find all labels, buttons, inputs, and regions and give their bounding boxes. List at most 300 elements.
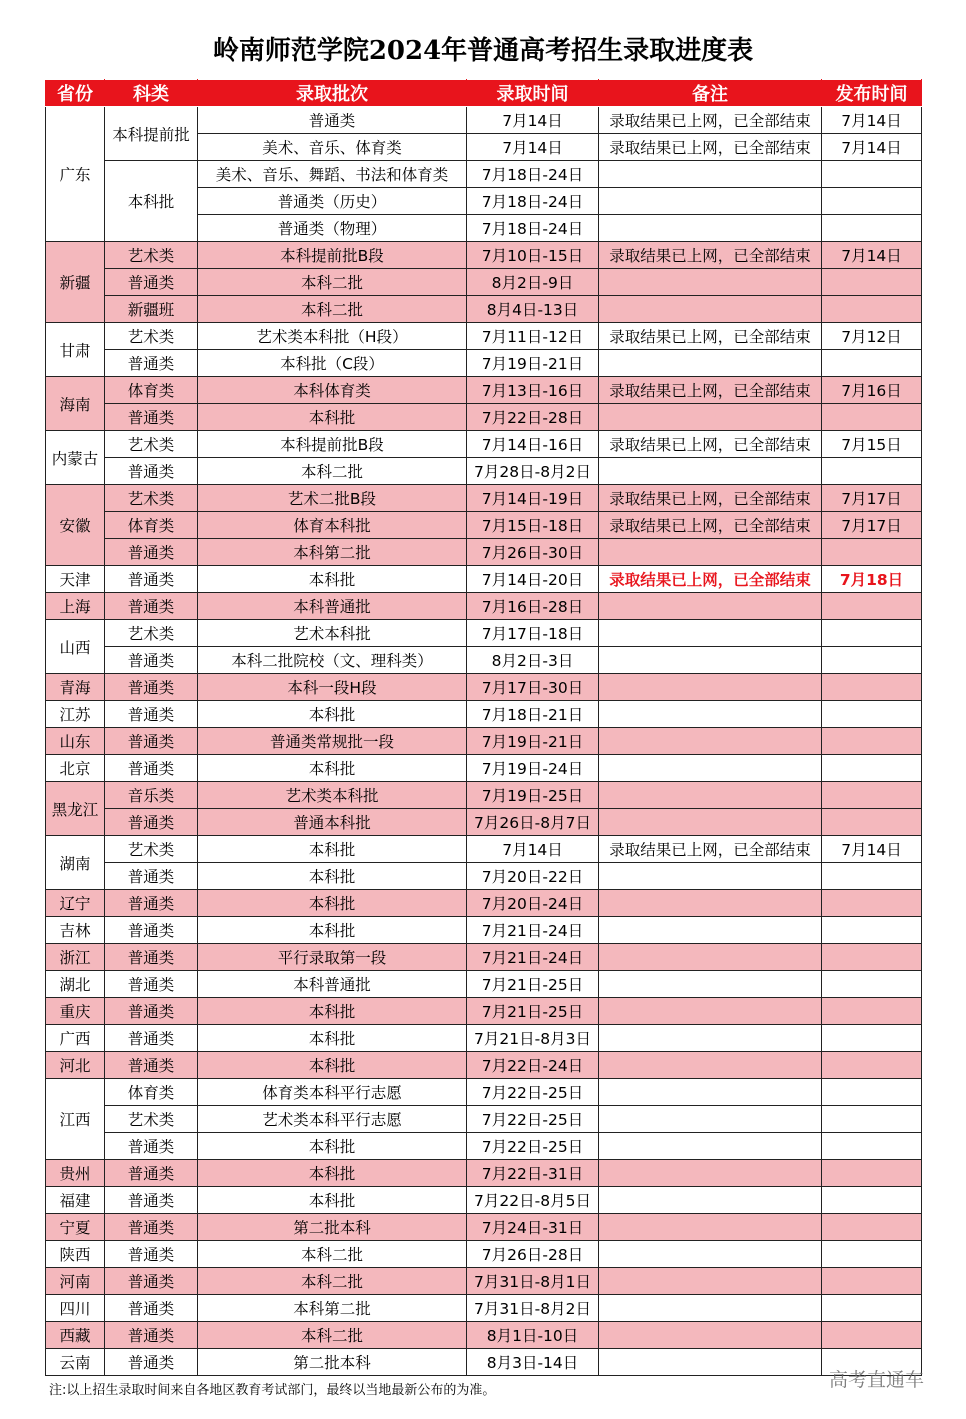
cell-province: 安徽 <box>46 485 105 566</box>
cell-province: 上海 <box>46 593 105 620</box>
cell-batch: 本科批 <box>198 998 467 1025</box>
cell-province: 黑龙江 <box>46 782 105 836</box>
table-row <box>46 431 922 458</box>
table-row <box>46 242 922 269</box>
cell-batch: 本科普通批 <box>198 971 467 998</box>
cell-category: 普通类 <box>105 1322 198 1349</box>
cell-remarks <box>599 269 822 296</box>
cell-publish-date <box>822 593 922 620</box>
table-row <box>46 1133 922 1160</box>
cell-category: 艺术类 <box>105 485 198 512</box>
cell-batch: 艺术二批B段 <box>198 485 467 512</box>
cell-category: 普通类 <box>105 1214 198 1241</box>
cell-publish-date <box>822 755 922 782</box>
cell-province: 河南 <box>46 1268 105 1295</box>
cell-publish-date <box>822 863 922 890</box>
cell-category: 普通类 <box>105 458 198 485</box>
cell-province: 海南 <box>46 377 105 431</box>
table-row <box>46 593 922 620</box>
cell-remarks <box>599 1079 822 1106</box>
header-province: 省份 <box>46 80 105 107</box>
watermark: 高考直通车 <box>829 1369 925 1391</box>
cell-category: 普通类 <box>105 755 198 782</box>
cell-category: 普通类 <box>105 809 198 836</box>
cell-publish-date <box>822 404 922 431</box>
cell-remarks <box>599 1295 822 1322</box>
cell-admission-time: 7月21日-25日 <box>467 998 599 1025</box>
cell-publish-date <box>822 944 922 971</box>
cell-province: 河北 <box>46 1052 105 1079</box>
page-title: 岭南师范学院2024年普通高考招生录取进度表 <box>212 36 754 66</box>
cell-admission-time: 7月14日-20日 <box>467 566 599 593</box>
header-publish-date: 发布时间 <box>822 80 922 107</box>
cell-batch: 本科二批 <box>198 296 467 323</box>
cell-province: 湖南 <box>46 836 105 890</box>
cell-remarks <box>599 998 822 1025</box>
cell-admission-time: 7月31日-8月2日 <box>467 1295 599 1322</box>
cell-batch: 本科一段H段 <box>198 674 467 701</box>
cell-batch: 本科二批 <box>198 1241 467 1268</box>
cell-admission-time: 7月26日-8月7日 <box>467 809 599 836</box>
cell-batch: 第二批本科 <box>198 1214 467 1241</box>
table-row <box>46 566 922 593</box>
cell-category: 普通类 <box>105 1160 198 1187</box>
cell-batch: 本科批 <box>198 890 467 917</box>
cell-publish-date <box>822 188 922 215</box>
cell-admission-time: 7月21日-24日 <box>467 944 599 971</box>
cell-remarks <box>599 1322 822 1349</box>
cell-remarks: 录取结果已上网，已全部结束 <box>599 107 822 134</box>
cell-admission-time: 7月10日-15日 <box>467 242 599 269</box>
cell-batch: 本科提前批B段 <box>198 431 467 458</box>
cell-remarks <box>599 701 822 728</box>
cell-publish-date <box>822 1160 922 1187</box>
cell-remarks <box>599 1214 822 1241</box>
cell-batch: 体育本科批 <box>198 512 467 539</box>
cell-province: 吉林 <box>46 917 105 944</box>
cell-admission-time: 7月22日-25日 <box>467 1079 599 1106</box>
cell-category: 普通类 <box>105 1241 198 1268</box>
cell-publish-date <box>822 998 922 1025</box>
table-body <box>46 107 922 1376</box>
cell-admission-time: 8月2日-3日 <box>467 647 599 674</box>
cell-publish-date <box>822 296 922 323</box>
cell-batch: 本科提前批B段 <box>198 242 467 269</box>
cell-publish-date <box>822 620 922 647</box>
cell-province: 山西 <box>46 620 105 674</box>
table-row <box>46 1106 922 1133</box>
table-row <box>46 917 922 944</box>
cell-province: 辽宁 <box>46 890 105 917</box>
cell-province: 内蒙古 <box>46 431 105 485</box>
cell-batch: 本科普通批 <box>198 593 467 620</box>
cell-publish-date <box>822 674 922 701</box>
table-row <box>46 485 922 512</box>
cell-admission-time: 7月26日-30日 <box>467 539 599 566</box>
table-row <box>46 971 922 998</box>
cell-admission-time: 7月22日-24日 <box>467 1052 599 1079</box>
cell-category: 普通类 <box>105 1268 198 1295</box>
cell-batch: 本科批 <box>198 1025 467 1052</box>
table-row <box>46 161 922 188</box>
cell-publish-date <box>822 1052 922 1079</box>
cell-remarks <box>599 458 822 485</box>
cell-admission-time: 7月19日-25日 <box>467 782 599 809</box>
cell-publish-date <box>822 1214 922 1241</box>
table-row <box>46 755 922 782</box>
cell-category: 普通类 <box>105 890 198 917</box>
table-row <box>46 458 922 485</box>
cell-province: 北京 <box>46 755 105 782</box>
cell-batch: 美术、音乐、体育类 <box>198 134 467 161</box>
cell-publish-date <box>822 350 922 377</box>
table-row <box>46 107 922 134</box>
table-row <box>46 620 922 647</box>
cell-batch: 美术、音乐、舞蹈、书法和体育类 <box>198 161 467 188</box>
cell-batch: 本科批 <box>198 917 467 944</box>
cell-province: 广西 <box>46 1025 105 1052</box>
cell-category: 普通类 <box>105 917 198 944</box>
cell-admission-time: 7月15日-18日 <box>467 512 599 539</box>
cell-category: 普通类 <box>105 539 198 566</box>
cell-remarks: 录取结果已上网，已全部结束 <box>599 134 822 161</box>
cell-admission-time: 7月17日-30日 <box>467 674 599 701</box>
cell-remarks: 录取结果已上网，已全部结束 <box>599 485 822 512</box>
cell-batch: 平行录取第一段 <box>198 944 467 971</box>
table-row <box>46 296 922 323</box>
cell-admission-time: 8月1日-10日 <box>467 1322 599 1349</box>
cell-remarks: 录取结果已上网，已全部结束 <box>599 431 822 458</box>
table-row <box>46 1295 922 1322</box>
cell-publish-date <box>822 1079 922 1106</box>
cell-publish-date: 7月14日 <box>822 107 922 134</box>
table-row <box>46 782 922 809</box>
cell-category: 普通类 <box>105 1187 198 1214</box>
cell-remarks <box>599 1268 822 1295</box>
cell-admission-time: 7月20日-22日 <box>467 863 599 890</box>
cell-remarks <box>599 971 822 998</box>
cell-remarks <box>599 647 822 674</box>
cell-batch: 艺术类本科平行志愿 <box>198 1106 467 1133</box>
cell-remarks <box>599 1241 822 1268</box>
cell-remarks <box>599 674 822 701</box>
cell-province: 云南 <box>46 1349 105 1376</box>
cell-category: 艺术类 <box>105 431 198 458</box>
header-category: 科类 <box>105 80 198 107</box>
cell-category: 普通类 <box>105 998 198 1025</box>
cell-admission-time: 8月2日-9日 <box>467 269 599 296</box>
table-row <box>46 890 922 917</box>
cell-batch: 本科批 <box>198 1187 467 1214</box>
cell-category: 普通类 <box>105 593 198 620</box>
cell-admission-time: 7月22日-31日 <box>467 1160 599 1187</box>
cell-province: 青海 <box>46 674 105 701</box>
cell-publish-date <box>822 917 922 944</box>
cell-publish-date <box>822 161 922 188</box>
cell-publish-date <box>822 971 922 998</box>
cell-category: 普通类 <box>105 1133 198 1160</box>
cell-remarks <box>599 350 822 377</box>
cell-batch: 艺术类本科批 <box>198 782 467 809</box>
cell-batch: 本科批 <box>198 836 467 863</box>
cell-category: 普通类 <box>105 1349 198 1376</box>
cell-admission-time: 7月13日-16日 <box>467 377 599 404</box>
cell-admission-time: 8月4日-13日 <box>467 296 599 323</box>
table-row <box>46 1052 922 1079</box>
cell-remarks <box>599 1133 822 1160</box>
cell-province: 广东 <box>46 107 105 242</box>
admission-progress-table <box>45 79 922 1376</box>
cell-admission-time: 7月22日-25日 <box>467 1133 599 1160</box>
cell-category: 普通类 <box>105 269 198 296</box>
cell-category: 体育类 <box>105 377 198 404</box>
table-row <box>46 1268 922 1295</box>
cell-remarks <box>599 809 822 836</box>
cell-batch: 本科批 <box>198 566 467 593</box>
cell-admission-time: 7月22日-8月5日 <box>467 1187 599 1214</box>
cell-category: 普通类 <box>105 647 198 674</box>
cell-remarks: 录取结果已上网，已全部结束 <box>599 377 822 404</box>
table-row <box>46 647 922 674</box>
cell-publish-date: 7月16日 <box>822 377 922 404</box>
cell-batch: 本科二批 <box>198 1268 467 1295</box>
table-row <box>46 998 922 1025</box>
cell-category: 普通类 <box>105 1025 198 1052</box>
cell-remarks <box>599 944 822 971</box>
cell-batch: 普通类（历史） <box>198 188 467 215</box>
cell-remarks <box>599 890 822 917</box>
table-row <box>46 377 922 404</box>
cell-remarks: 录取结果已上网，已全部结束 <box>599 242 822 269</box>
cell-remarks <box>599 863 822 890</box>
cell-category: 体育类 <box>105 1079 198 1106</box>
cell-batch: 本科批 <box>198 1133 467 1160</box>
table-row <box>46 350 922 377</box>
cell-province: 四川 <box>46 1295 105 1322</box>
cell-province: 新疆 <box>46 242 105 323</box>
cell-admission-time: 7月19日-21日 <box>467 728 599 755</box>
cell-publish-date <box>822 1268 922 1295</box>
cell-batch: 本科批 <box>198 404 467 431</box>
cell-category: 本科提前批 <box>105 107 198 161</box>
cell-category: 普通类 <box>105 566 198 593</box>
cell-category: 艺术类 <box>105 242 198 269</box>
cell-batch: 普通本科批 <box>198 809 467 836</box>
cell-publish-date: 7月18日 <box>822 566 922 593</box>
table-row <box>46 269 922 296</box>
cell-publish-date <box>822 1133 922 1160</box>
cell-publish-date <box>822 1295 922 1322</box>
cell-admission-time: 7月26日-28日 <box>467 1241 599 1268</box>
cell-admission-time: 7月19日-21日 <box>467 350 599 377</box>
cell-remarks <box>599 620 822 647</box>
cell-remarks <box>599 161 822 188</box>
cell-remarks: 录取结果已上网，已全部结束 <box>599 323 822 350</box>
table-row <box>46 728 922 755</box>
cell-admission-time: 7月21日-8月3日 <box>467 1025 599 1052</box>
cell-province: 陕西 <box>46 1241 105 1268</box>
cell-batch: 本科二批 <box>198 269 467 296</box>
header-remarks: 备注 <box>599 80 822 107</box>
cell-admission-time: 7月22日-28日 <box>467 404 599 431</box>
cell-remarks <box>599 1160 822 1187</box>
table-row <box>46 539 922 566</box>
cell-remarks: 录取结果已上网，已全部结束 <box>599 512 822 539</box>
cell-province: 贵州 <box>46 1160 105 1187</box>
cell-category: 艺术类 <box>105 620 198 647</box>
cell-category: 普通类 <box>105 1052 198 1079</box>
cell-admission-time: 7月14日 <box>467 836 599 863</box>
cell-remarks <box>599 1052 822 1079</box>
cell-publish-date <box>822 809 922 836</box>
cell-province: 山东 <box>46 728 105 755</box>
cell-admission-time: 7月16日-28日 <box>467 593 599 620</box>
cell-admission-time: 7月31日-8月1日 <box>467 1268 599 1295</box>
cell-admission-time: 7月17日-18日 <box>467 620 599 647</box>
cell-batch: 艺术本科批 <box>198 620 467 647</box>
cell-province: 西藏 <box>46 1322 105 1349</box>
cell-publish-date <box>822 458 922 485</box>
cell-publish-date: 7月17日 <box>822 512 922 539</box>
cell-category: 普通类 <box>105 863 198 890</box>
cell-publish-date <box>822 1322 922 1349</box>
cell-admission-time: 7月18日-21日 <box>467 701 599 728</box>
cell-admission-time: 7月14日-16日 <box>467 431 599 458</box>
header-admission-time: 录取时间 <box>467 80 599 107</box>
cell-batch: 普通类（物理） <box>198 215 467 242</box>
cell-batch: 本科批 <box>198 1052 467 1079</box>
cell-remarks <box>599 728 822 755</box>
cell-remarks: 录取结果已上网，已全部结束 <box>599 836 822 863</box>
cell-province: 湖北 <box>46 971 105 998</box>
cell-publish-date <box>822 1187 922 1214</box>
cell-batch: 本科第二批 <box>198 539 467 566</box>
cell-category: 本科批 <box>105 161 198 242</box>
cell-batch: 体育类本科平行志愿 <box>198 1079 467 1106</box>
table-row <box>46 674 922 701</box>
cell-remarks <box>599 215 822 242</box>
cell-publish-date <box>822 728 922 755</box>
cell-admission-time: 7月19日-24日 <box>467 755 599 782</box>
cell-publish-date <box>822 647 922 674</box>
cell-province: 江苏 <box>46 701 105 728</box>
cell-province: 江西 <box>46 1079 105 1160</box>
cell-category: 普通类 <box>105 674 198 701</box>
cell-category: 普通类 <box>105 971 198 998</box>
table-row <box>46 512 922 539</box>
cell-publish-date <box>822 1106 922 1133</box>
cell-category: 艺术类 <box>105 1106 198 1133</box>
cell-remarks <box>599 1349 822 1376</box>
cell-category: 普通类 <box>105 728 198 755</box>
cell-admission-time: 7月18日-24日 <box>467 215 599 242</box>
cell-category: 普通类 <box>105 1295 198 1322</box>
table-row <box>46 1322 922 1349</box>
table-row <box>46 1079 922 1106</box>
cell-admission-time: 7月14日-19日 <box>467 485 599 512</box>
table-row <box>46 944 922 971</box>
cell-remarks <box>599 188 822 215</box>
cell-admission-time: 7月11日-12日 <box>467 323 599 350</box>
cell-admission-time: 7月14日 <box>467 107 599 134</box>
cell-publish-date: 7月15日 <box>822 431 922 458</box>
cell-province: 宁夏 <box>46 1214 105 1241</box>
cell-remarks <box>599 296 822 323</box>
cell-admission-time: 7月28日-8月2日 <box>467 458 599 485</box>
cell-publish-date <box>822 701 922 728</box>
cell-province: 浙江 <box>46 944 105 971</box>
table-row <box>46 809 922 836</box>
cell-batch: 本科批（C段） <box>198 350 467 377</box>
cell-remarks: 录取结果已上网，已全部结束 <box>599 566 822 593</box>
table-row <box>46 1349 922 1376</box>
table-row <box>46 701 922 728</box>
header-batch: 录取批次 <box>198 80 467 107</box>
cell-category: 艺术类 <box>105 323 198 350</box>
table-row <box>46 323 922 350</box>
cell-category: 普通类 <box>105 350 198 377</box>
cell-remarks <box>599 539 822 566</box>
cell-batch: 本科体育类 <box>198 377 467 404</box>
cell-batch: 本科二批院校（文、理科类） <box>198 647 467 674</box>
table-row <box>46 1241 922 1268</box>
cell-publish-date: 7月14日 <box>822 836 922 863</box>
cell-publish-date: 7月12日 <box>822 323 922 350</box>
cell-province: 重庆 <box>46 998 105 1025</box>
cell-admission-time: 7月21日-25日 <box>467 971 599 998</box>
cell-batch: 本科二批 <box>198 458 467 485</box>
cell-remarks <box>599 404 822 431</box>
cell-category: 普通类 <box>105 944 198 971</box>
cell-admission-time: 8月3日-14日 <box>467 1349 599 1376</box>
table-row <box>46 863 922 890</box>
cell-batch: 第二批本科 <box>198 1349 467 1376</box>
cell-remarks <box>599 1025 822 1052</box>
cell-remarks <box>599 782 822 809</box>
cell-province: 甘肃 <box>46 323 105 377</box>
cell-publish-date <box>822 269 922 296</box>
cell-publish-date <box>822 782 922 809</box>
cell-remarks <box>599 593 822 620</box>
cell-admission-time: 7月20日-24日 <box>467 890 599 917</box>
cell-batch: 艺术类本科批（H段） <box>198 323 467 350</box>
cell-batch: 本科批 <box>198 863 467 890</box>
cell-remarks <box>599 1106 822 1133</box>
cell-batch: 本科批 <box>198 755 467 782</box>
cell-publish-date <box>822 890 922 917</box>
cell-publish-date <box>822 539 922 566</box>
cell-category: 音乐类 <box>105 782 198 809</box>
cell-remarks <box>599 1187 822 1214</box>
cell-batch: 本科批 <box>198 701 467 728</box>
cell-publish-date: 7月17日 <box>822 485 922 512</box>
table-row <box>46 1025 922 1052</box>
cell-category: 普通类 <box>105 701 198 728</box>
cell-publish-date <box>822 1025 922 1052</box>
cell-publish-date <box>822 1241 922 1268</box>
cell-category: 普通类 <box>105 404 198 431</box>
cell-province: 福建 <box>46 1187 105 1214</box>
table-header-row <box>46 80 922 107</box>
cell-publish-date: 7月14日 <box>822 242 922 269</box>
cell-category: 体育类 <box>105 512 198 539</box>
cell-batch: 本科二批 <box>198 1322 467 1349</box>
cell-batch: 普通类 <box>198 107 467 134</box>
cell-category: 艺术类 <box>105 836 198 863</box>
footnote: 注:以上招生录取时间来自各地区教育考试部门，最终以当地最新公布的为准。 <box>49 1383 496 1398</box>
cell-admission-time: 7月22日-25日 <box>467 1106 599 1133</box>
cell-publish-date: 7月14日 <box>822 134 922 161</box>
